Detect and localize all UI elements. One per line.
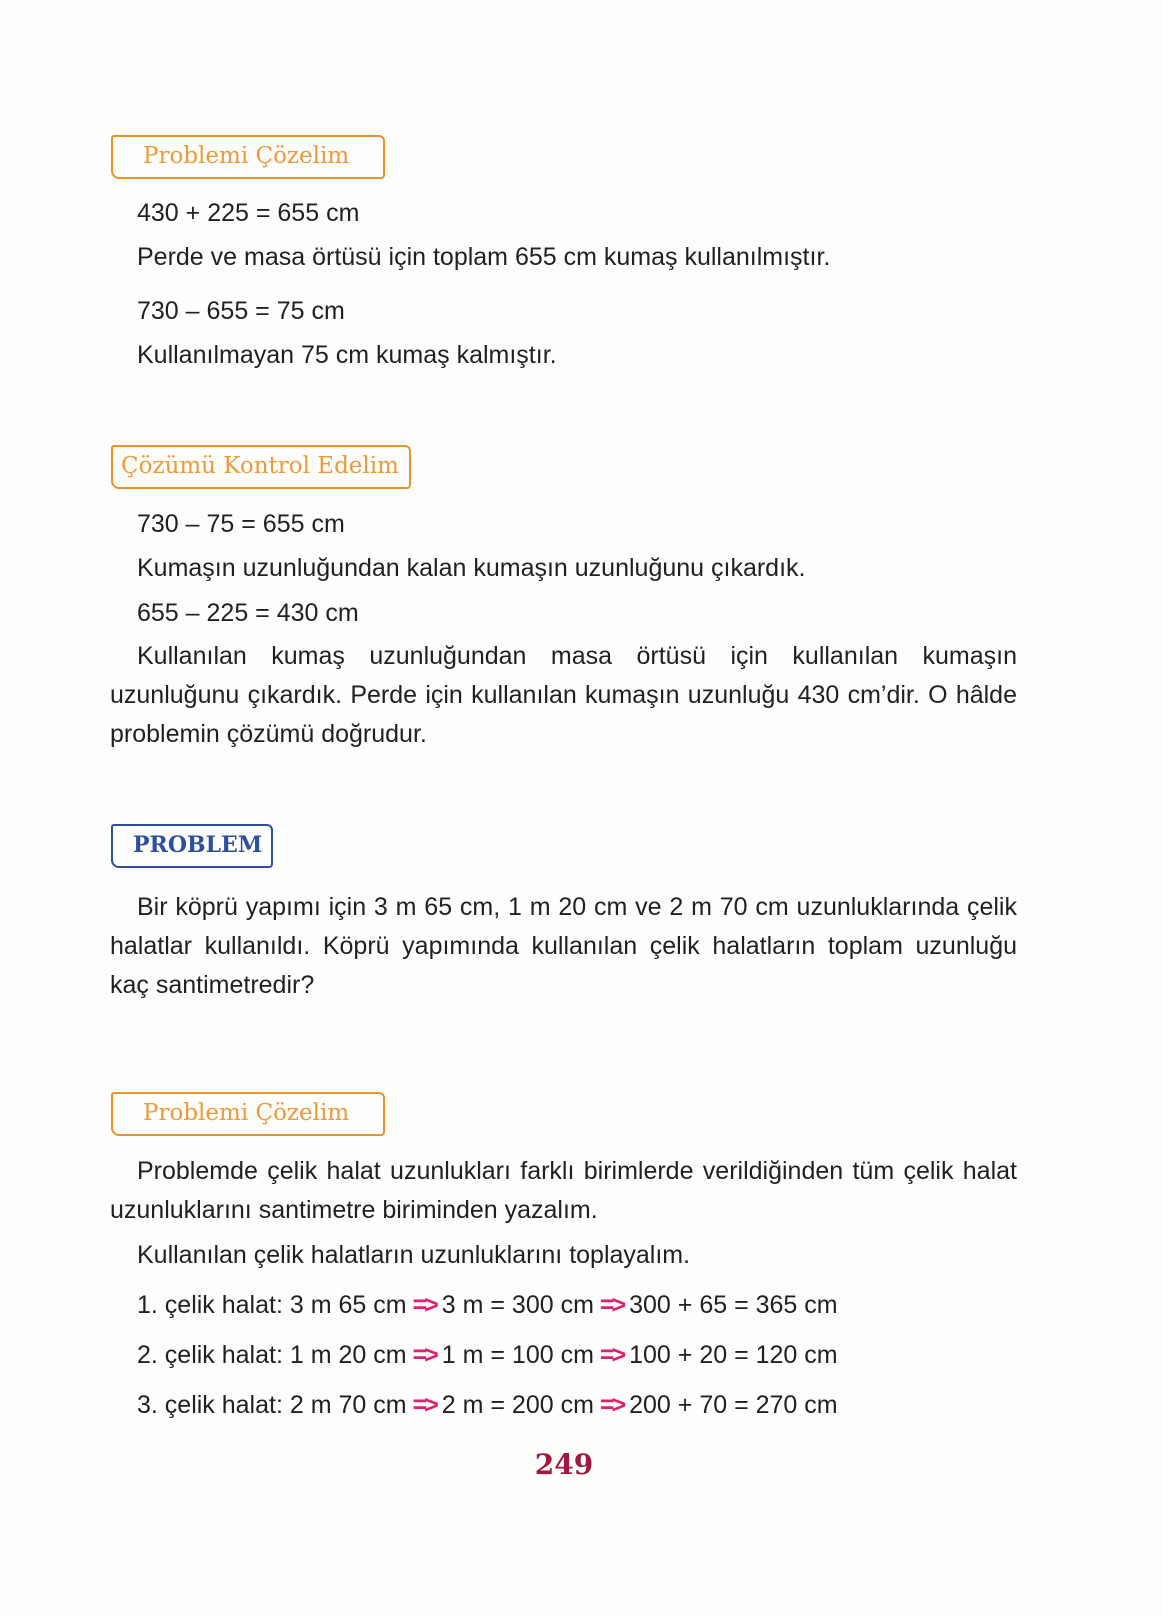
problemi-cozelim-tag: Problemi Çözelim bbox=[111, 135, 385, 179]
paragraph: Kullanılan kumaş uzunluğundan masa örtüsü için kullanılan kumaşın uzunluğunu çıkardık. Perde için kullanılan kumaşın uzunluğu 430 cm’dir. O hâlde problemin çözümü doğrudur. bbox=[110, 642, 1017, 748]
double-arrow-icon: => bbox=[412, 1291, 436, 1319]
step-given: 1. çelik halat: 3 m 65 cm bbox=[137, 1291, 407, 1319]
step-convert: 2 m = 200 cm bbox=[441, 1391, 594, 1419]
equation: 655 – 225 = 430 cm bbox=[137, 599, 359, 627]
equation: 730 – 75 = 655 cm bbox=[137, 510, 345, 538]
problemi-cozelim-tag: Problemi Çözelim bbox=[111, 1092, 385, 1136]
step-convert: 3 m = 300 cm bbox=[441, 1291, 594, 1319]
text-line: Kumaşın uzunluğundan kalan kumaşın uzunluğunu çıkardık. bbox=[137, 554, 806, 582]
problem-tag: PROBLEM bbox=[111, 824, 273, 868]
problem-text: Bir köprü yapımı için 3 m 65 cm, 1 m 20 cm ve 2 m 70 cm uzunluklarında çelik halatlar kullanıldı. Köprü yapımında kullanılan çelik halatların toplam uzunluğu kaç santimetredir? bbox=[110, 893, 1017, 999]
step-result: 300 + 65 = 365 cm bbox=[629, 1291, 838, 1319]
double-arrow-icon: => bbox=[412, 1391, 436, 1419]
equation: 730 – 655 = 75 cm bbox=[137, 297, 345, 325]
step-convert: 1 m = 100 cm bbox=[441, 1341, 594, 1369]
text-line: Kullanılan çelik halatların uzunluklarını toplayalım. bbox=[137, 1241, 691, 1269]
text-line: Perde ve masa örtüsü için toplam 655 cm kumaş kullanılmıştır. bbox=[137, 243, 831, 271]
step-result: 100 + 20 = 120 cm bbox=[629, 1341, 838, 1369]
text-line: Kullanılmayan 75 cm kumaş kalmıştır. bbox=[137, 341, 557, 369]
paragraph: Problemde çelik halat uzunlukları farklı birimlerde verildiğinden tüm çelik halat uzunluklarını santimetre biriminden yazalım. bbox=[110, 1157, 1017, 1224]
double-arrow-icon: => bbox=[599, 1391, 624, 1419]
double-arrow-icon: => bbox=[599, 1291, 624, 1319]
page-number: 249 bbox=[534, 1448, 594, 1481]
double-arrow-icon: => bbox=[599, 1341, 624, 1369]
cozumu-kontrol-edelim-tag: Çözümü Kontrol Edelim bbox=[111, 445, 411, 489]
step-given: 2. çelik halat: 1 m 20 cm bbox=[137, 1341, 407, 1369]
double-arrow-icon: => bbox=[412, 1341, 436, 1369]
equation: 430 + 225 = 655 cm bbox=[137, 199, 360, 227]
step-row bbox=[137, 1290, 1163, 1320]
step-given: 3. çelik halat: 2 m 70 cm bbox=[137, 1391, 407, 1419]
step-row bbox=[137, 1340, 1163, 1370]
step-result: 200 + 70 = 270 cm bbox=[629, 1391, 838, 1419]
step-row bbox=[137, 1390, 1163, 1420]
